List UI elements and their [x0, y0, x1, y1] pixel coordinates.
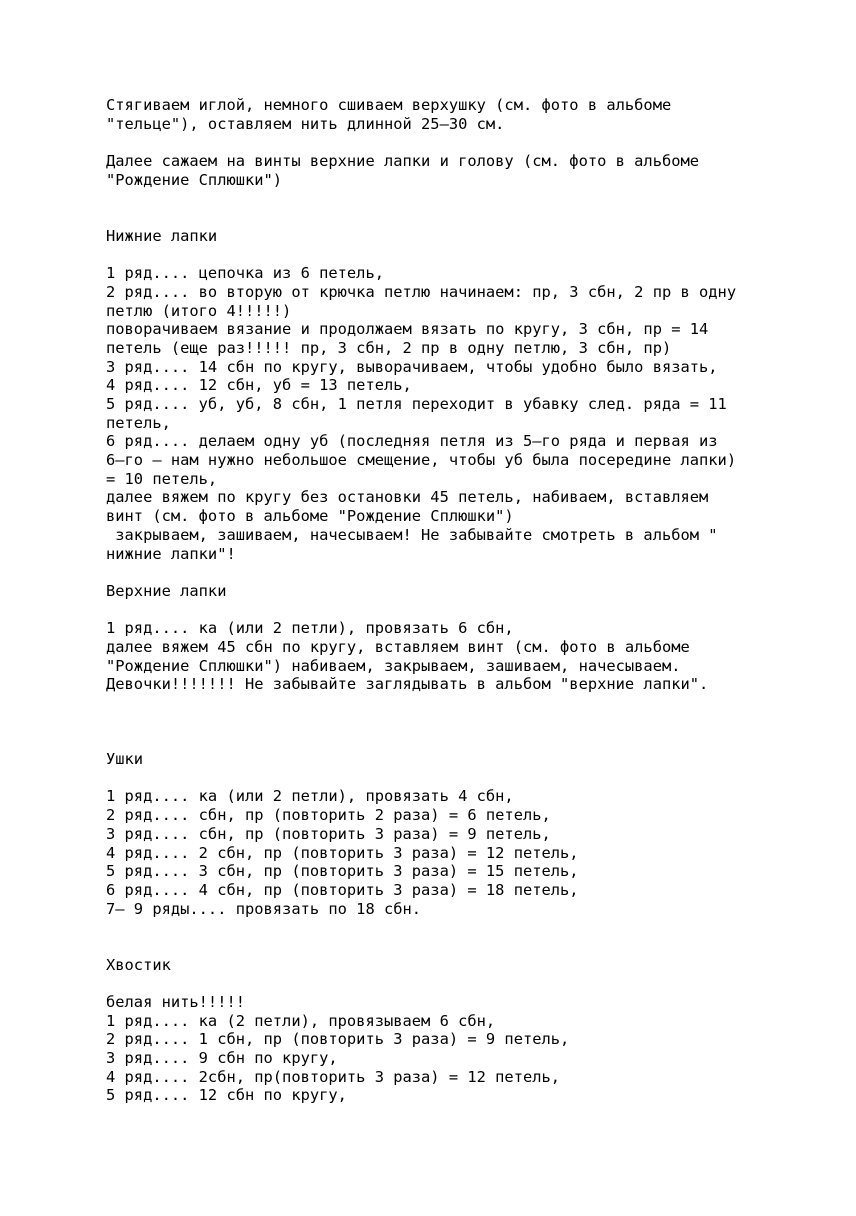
blank-line: [106, 974, 806, 993]
text-line: 2 ряд.... во вторую от крючка петлю начинаем: пр, 3 сбн, 2 пр в одну: [106, 282, 737, 301]
blank-line: [106, 769, 806, 788]
text-line: 6–го – нам нужно небольшое смещение, чтобы уб была посередине лапки): [106, 451, 737, 470]
text-line: Далее сажаем на винты верхние лапки и голову (см. фото в альбоме: [106, 152, 700, 171]
text-line: петлю (итого 4!!!!!): [106, 301, 292, 320]
text-line: 1 ряд.... ка (или 2 петли), провязать 4 сбн,: [106, 787, 514, 806]
text-line: 7– 9 ряды.... провязать по 18 сбн.: [106, 899, 422, 918]
text-line: 4 ряд.... 2 сбн, пр (повторить 3 раза) = 12 петель,: [106, 843, 579, 862]
blank-line: [106, 731, 806, 750]
text-line: Стягиваем иглой, немного сшиваем верхушку (см. фото в альбоме: [106, 96, 672, 114]
text-line: "Рождение Сплюшки") набиваем, закрываем, зашиваем, начесываем.: [106, 656, 681, 675]
blank-line: [106, 937, 806, 956]
text-line: Нижние лапки: [106, 226, 218, 245]
text-line: далее вяжем 45 сбн по кругу, вставляем винт (см. фото в альбоме: [106, 637, 690, 656]
blank-line: [106, 563, 806, 582]
blank-line: [106, 189, 806, 208]
text-line: 5 ряд.... 12 сбн по кругу,: [106, 1086, 347, 1105]
text-line: "тельце"), оставляем нить длинной 25–30 см.: [106, 114, 505, 133]
blank-line: [106, 918, 806, 937]
text-line: = 10 петель,: [106, 469, 218, 488]
text-line: 2 ряд.... 1 сбн, пр (повторить 3 раза) = 9 петель,: [106, 1030, 570, 1049]
text-line: 3 ряд.... сбн, пр (повторить 3 раза) = 9 петель,: [106, 824, 551, 843]
text-line: винт (см. фото в альбоме "Рождение Сплюшки"): [106, 507, 514, 526]
text-line: Ушки: [106, 750, 144, 769]
text-line: 5 ряд.... 3 сбн, пр (повторить 3 раза) = 15 петель,: [106, 862, 579, 881]
text-line: "Рождение Сплюшки"): [106, 170, 283, 189]
text-line: закрываем, зашиваем, начесываем! Не забывайте смотреть в альбом ": [106, 525, 718, 544]
blank-line: [106, 713, 806, 732]
text-line: Верхние лапки: [106, 581, 227, 600]
blank-line: [106, 601, 806, 620]
text-line: 6 ряд.... делаем одну уб (последняя петля из 5–го ряда и первая из: [106, 432, 718, 451]
text-line: 5 ряд.... уб, уб, 8 сбн, 1 петля переходит в убавку след. ряда = 11: [106, 395, 727, 413]
text-line: петель (еще раз!!!!! пр, 3 сбн, 2 пр в одну петлю, 3 сбн, пр): [106, 338, 672, 357]
text-line: 4 ряд.... 12 сбн, уб = 13 петель,: [106, 376, 412, 395]
text-line: 1 ряд.... ка (или 2 петли), провязать 6 сбн,: [106, 619, 514, 638]
text-line: 1 ряд.... цепочка из 6 петель,: [106, 264, 384, 283]
document-text: [106, 96, 806, 1105]
blank-line: [106, 246, 806, 265]
text-line: поворачиваем вязание и продолжаем вязать по кругу, 3 сбн, пр = 14: [106, 320, 709, 339]
text-line: петель,: [106, 413, 171, 432]
text-line: Хвостик: [106, 955, 171, 974]
text-line: белая нить!!!!!: [106, 993, 245, 1011]
blank-line: [106, 133, 806, 152]
blank-line: [106, 208, 806, 227]
blank-line: [106, 694, 806, 713]
text-line: 2 ряд.... сбн, пр (повторить 2 раза) = 6 петель,: [106, 806, 551, 825]
text-line: 4 ряд.... 2сбн, пр(повторить 3 раза) = 12 петель,: [106, 1067, 561, 1086]
text-line: 3 ряд.... 14 сбн по кругу, выворачиваем, чтобы удобно было вязать,: [106, 357, 718, 376]
text-line: далее вяжем по кругу без остановки 45 петель, набиваем, вставляем: [106, 488, 709, 507]
text-line: Девочки!!!!!!! Не забывайте заглядывать в альбом "верхние лапки".: [106, 675, 709, 694]
text-line: 6 ряд.... 4 сбн, пр (повторить 3 раза) = 18 петель,: [106, 880, 579, 899]
text-line: 3 ряд.... 9 сбн по кругу,: [106, 1049, 338, 1068]
text-line: 1 ряд.... ка (2 петли), провязываем 6 сбн,: [106, 1011, 496, 1030]
text-line: нижние лапки"!: [106, 544, 236, 563]
